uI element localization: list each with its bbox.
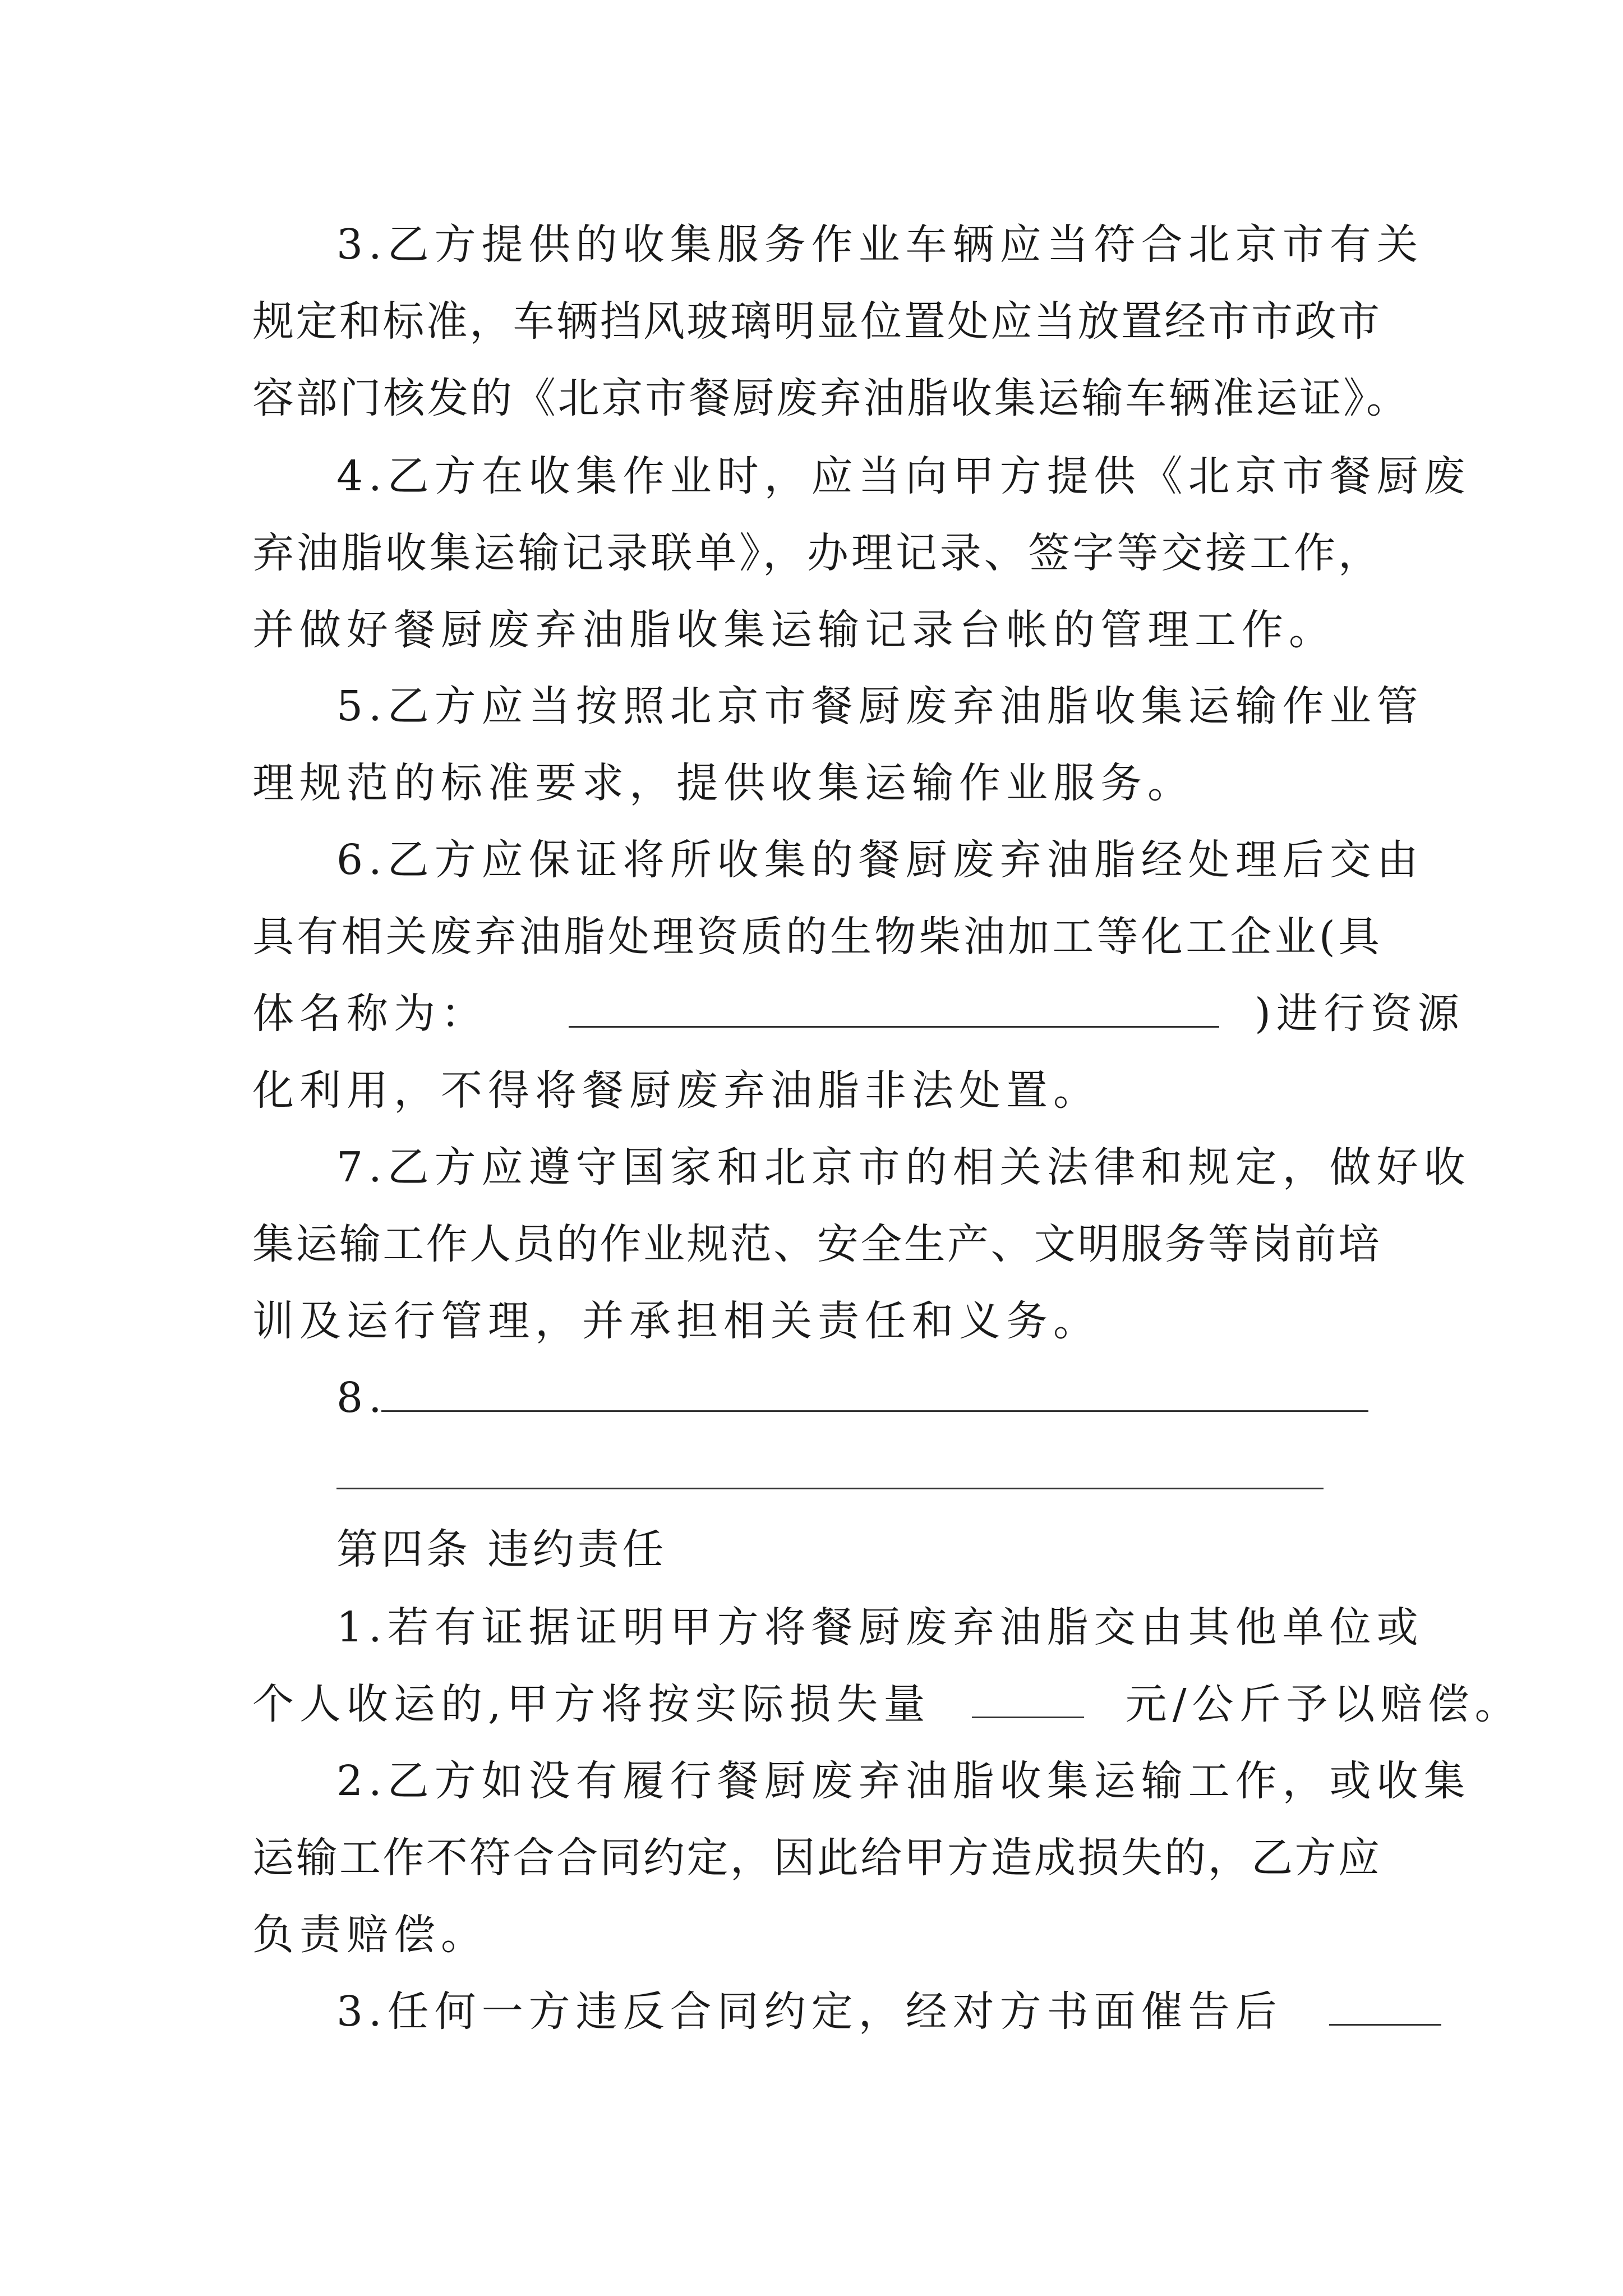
item7-line1: 7.乙方应遵守国家和北京市的相关法律和规定，做好收 — [336, 1143, 1471, 1191]
article4-p1-line1: 1.若有证据证明甲方将餐厨废弃油脂交由其他单位或 — [336, 1603, 1424, 1651]
item6-line2: 具有相关废弃油脂处理资质的生物柴油加工等化工企业(具 — [252, 913, 1380, 961]
item3-line2: 规定和标准，车辆挡风玻璃明显位置处应当放置经市市政市 — [252, 297, 1380, 346]
item3-line3: 容部门核发的《北京市餐厨废弃油脂收集运输车辆准运证》。 — [252, 374, 1408, 422]
notice-days-blank[interactable] — [1329, 1982, 1441, 2026]
item7-line3: 训及运行管理，并承担相关责任和义务。 — [252, 1297, 1100, 1345]
article4-p1-line2-prefix: 个人收运的,甲方将按实际损失量 — [252, 1680, 931, 1728]
article4-heading: 第四条 违约责任 — [336, 1525, 667, 1573]
item6-line3-prefix: 体名称为： — [252, 990, 488, 1038]
item6-line1: 6.乙方应保证将所收集的餐厨废弃油脂经处理后交由 — [336, 836, 1424, 884]
article4-p2-line1: 2.乙方如没有履行餐厨废弃油脂收集运输工作，或收集 — [336, 1757, 1471, 1805]
item4-line1: 4.乙方在收集作业时，应当向甲方提供《北京市餐厨废 — [336, 452, 1471, 500]
item7-line2: 集运输工作人员的作业规范、安全生产、文明服务等岗前培 — [252, 1220, 1380, 1268]
item5-line1: 5.乙方应当按照北京市餐厨废弃油脂收集运输作业管 — [336, 682, 1424, 730]
article4-p3-line1 — [336, 1980, 1380, 2043]
item6-line3-suffix: )进行资源 — [1255, 990, 1465, 1038]
item8-blank-line1[interactable] — [381, 1410, 1368, 1412]
compensation-amount-blank[interactable] — [972, 1675, 1084, 1718]
article4-p2-line2: 运输工作不符合合同约定，因此给甲方造成损失的，乙方应 — [252, 1834, 1380, 1882]
item8-blank-line2[interactable] — [336, 1488, 1324, 1489]
item4-line2: 弃油脂收集运输记录联单》，办理记录、签字等交接工作， — [252, 529, 1380, 577]
item6-line4: 化利用，不得将餐厨废弃油脂非法处置。 — [252, 1066, 1100, 1115]
article4-p2-line3: 负责赔偿。 — [252, 1911, 488, 1959]
company-name-blank[interactable] — [569, 984, 1219, 1028]
article4-p1-line2-suffix: 元/公斤予以赔偿。 — [1125, 1680, 1522, 1728]
item5-line2: 理规范的标准要求，提供收集运输作业服务。 — [252, 759, 1195, 807]
item3-line1: 3.乙方提供的收集服务作业车辆应当符合北京市有关 — [336, 220, 1424, 269]
item6-line3 — [252, 982, 1465, 1045]
article4-p1-line2 — [252, 1673, 1522, 1736]
item4-line3: 并做好餐厨废弃油脂收集运输记录台帐的管理工作。 — [252, 606, 1336, 654]
article4-p3-line1-prefix: 3.任何一方违反合同约定，经对方书面催告后 — [336, 1987, 1283, 2036]
item8-label: 8. — [336, 1374, 388, 1422]
